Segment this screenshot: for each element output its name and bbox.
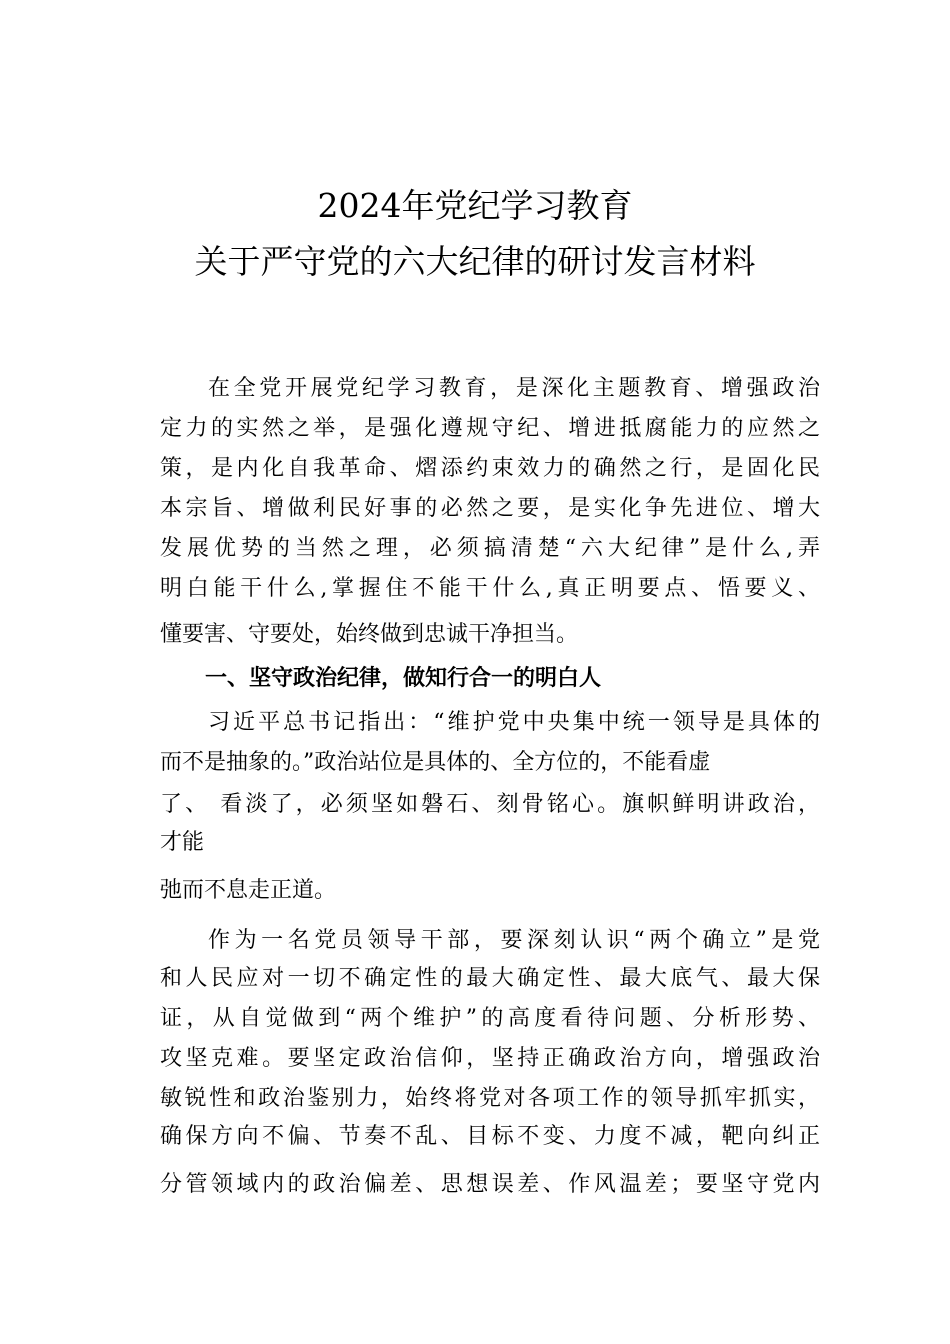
document-title-line-1: 2024年党纪学习教育	[317, 186, 633, 225]
paragraph-2-line-5: 弛而不息走正道。	[160, 878, 337, 903]
paragraph-2-line-4: 才能	[160, 830, 205, 855]
paragraph-3-line-6: 确保方向不偏、节奏不乱、目标不变、力度不减，靶向纠正	[160, 1124, 820, 1149]
paragraph-1-line-3: 策，是内化自我革命、熠添约束效力的确然之行，是固化民	[160, 456, 820, 481]
paragraph-1-line-6: 明白能干什么,掌握住不能干什么,真正明要点、悟要义、	[160, 576, 820, 601]
paragraph-3-line-2: 和人民应对一切不确定性的最大确定性、最大底气、最大保	[160, 966, 820, 991]
paragraph-2-line-1: 习近平总书记指出：“维护党中央集中统一领导是具体的	[208, 710, 820, 735]
paragraph-2-line-3: 了、 看淡了，必须坚如磐石、刻骨铭心。旗帜鲜明讲政治，	[160, 792, 820, 817]
document-title-line-2: 关于严守党的六大纪律的研讨发言材料	[194, 242, 756, 281]
paragraph-2-line-2: 而不是抽象的。”政治站位是具体的、全方位的，不能看虚	[160, 750, 711, 775]
paragraph-1-line-4: 本宗旨、增做利民好事的必然之要，是实化争先进位、增大	[160, 496, 820, 521]
paragraph-1-line-7: 懂要害、守要处，始终做到忠诚干净担当。	[160, 622, 579, 647]
paragraph-3-line-3: 证，从自觉做到“两个维护”的高度看待问题、分析形势、	[160, 1006, 820, 1031]
paragraph-1-line-2: 定力的实然之举，是强化遵规守纪、增进抵腐能力的应然之	[160, 416, 820, 441]
paragraph-1-line-5: 发展优势的当然之理，必须搞清楚“六大纪律”是什么,弄	[160, 536, 820, 561]
paragraph-1-line-1: 在全党开展党纪学习教育，是深化主题教育、增强政治	[208, 376, 820, 401]
section-heading-1: 一、坚守政治纪律，做知行合一的明白人	[205, 666, 602, 691]
paragraph-3-line-1: 作为一名党员领导干部，要深刻认识“两个确立”是党	[208, 928, 820, 953]
paragraph-3-line-7: 分管领域内的政治偏差、思想误差、作风温差；要坚守党内	[160, 1172, 820, 1197]
paragraph-3-line-5: 敏锐性和政治鉴别力，始终将党对各项工作的领导抓牢抓实，	[160, 1086, 820, 1111]
paragraph-3-line-4: 攻坚克难。要坚定政治信仰，坚持正确政治方向，增强政治	[160, 1046, 820, 1071]
